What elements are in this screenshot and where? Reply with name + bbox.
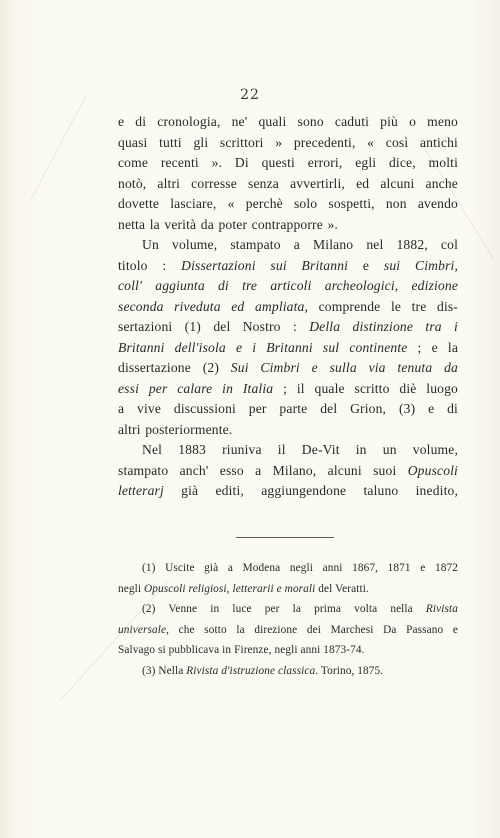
text-line: come recenti ». Di questi errori, egli dice, molti — [118, 155, 458, 170]
text-line: quasi tutti gli scrittori » precedenti, « così antichi — [118, 134, 458, 150]
text-line: titolo : Dissertazioni sui Britanni e sui Cimbri, — [118, 257, 458, 273]
italic-title: Rivista d'istruzione classica — [186, 664, 316, 677]
text-line: altri posteriormente. — [118, 421, 233, 437]
italic-title: Opuscoli religiosi, letterarii e morali — [144, 582, 316, 595]
text-line: letterarj già editi, aggiungendone taluno inedito, — [118, 483, 458, 498]
italic-title: coll' aggiunta di tre articoli archeologici, edizione — [118, 278, 458, 293]
text-line: dissertazione (2) Sui Cimbri e sulla via tenuta da — [118, 360, 458, 375]
text-line: e di cronologia, ne' quali sono caduti più o meno — [118, 114, 458, 129]
footnote-line: (3) Nella Rivista d'istruzione classica. Torino, 1875. — [142, 664, 384, 677]
text-line: Britanni dell'isola e i Britanni sul continente ; e la — [118, 339, 458, 355]
italic-title: Sui Cimbri e sulla via tenuta da — [230, 360, 458, 375]
page-number: 22 — [240, 87, 260, 103]
italic-title: letterarj — [118, 483, 164, 498]
text-line: notò, altri corresse senza avvertirli, ed alcuni anche — [118, 175, 458, 191]
text-line: dovette lasciare, « perchè solo sospetti, non avendo — [118, 196, 458, 211]
italic-title: Rivista — [425, 603, 458, 615]
body-text — [118, 112, 458, 502]
italic-title: seconda riveduta ed ampliata — [118, 298, 305, 314]
italic-title: Britanni dell'isola e i Britanni sul continente — [118, 339, 408, 355]
footnotes — [118, 558, 458, 681]
text-line: a vive discussioni per parte del Grion, (3) e di — [118, 401, 458, 416]
bleed-through-mark — [30, 94, 87, 200]
footnote-line: (2) Venne in luce per la prima volta nella Rivista — [142, 603, 458, 615]
footnote-line: universale, che sotto la direzione dei Marchesi Da Passano e — [118, 623, 458, 636]
footnote-line: (1) Uscite già a Modena negli anni 1867, 1871 e 1872 — [142, 562, 458, 574]
italic-title: Opuscoli — [407, 462, 458, 478]
text-line — [118, 276, 458, 297]
footnote-line: negli Opuscoli religiosi, letterarii e morali del Veratti. — [118, 582, 369, 595]
italic-title: Della distinzione tra i — [309, 319, 458, 334]
italic-title: sui Cimbri, — [383, 257, 458, 273]
footnote-separator — [236, 537, 334, 538]
text-line: Nel 1883 riuniva il De-Vit in un volume, — [142, 442, 458, 457]
text-line: stampato anch' esso a Milano, alcuni suoi Opuscoli — [118, 462, 458, 478]
italic-title: essi per calare in Italia — [118, 380, 274, 396]
italic-title: Dissertazioni sui Britanni — [181, 257, 349, 273]
text-line: netta la verità da poter contrapporre ». — [118, 216, 338, 232]
text-line: Un volume, stampato a Milano nel 1882, col — [142, 237, 458, 252]
footnote-line: Salvago si pubblicava in Firenze, negli anni 1873-74. — [118, 644, 365, 656]
text-line: seconda riveduta ed ampliata, comprende le tre dis- — [118, 298, 458, 314]
text-line: essi per calare in Italia ; il quale scritto diè luogo — [118, 380, 458, 396]
text-line: sertazioni (1) del Nostro : Della distinzione tra i — [118, 319, 458, 334]
italic-title: universale — [118, 623, 167, 636]
